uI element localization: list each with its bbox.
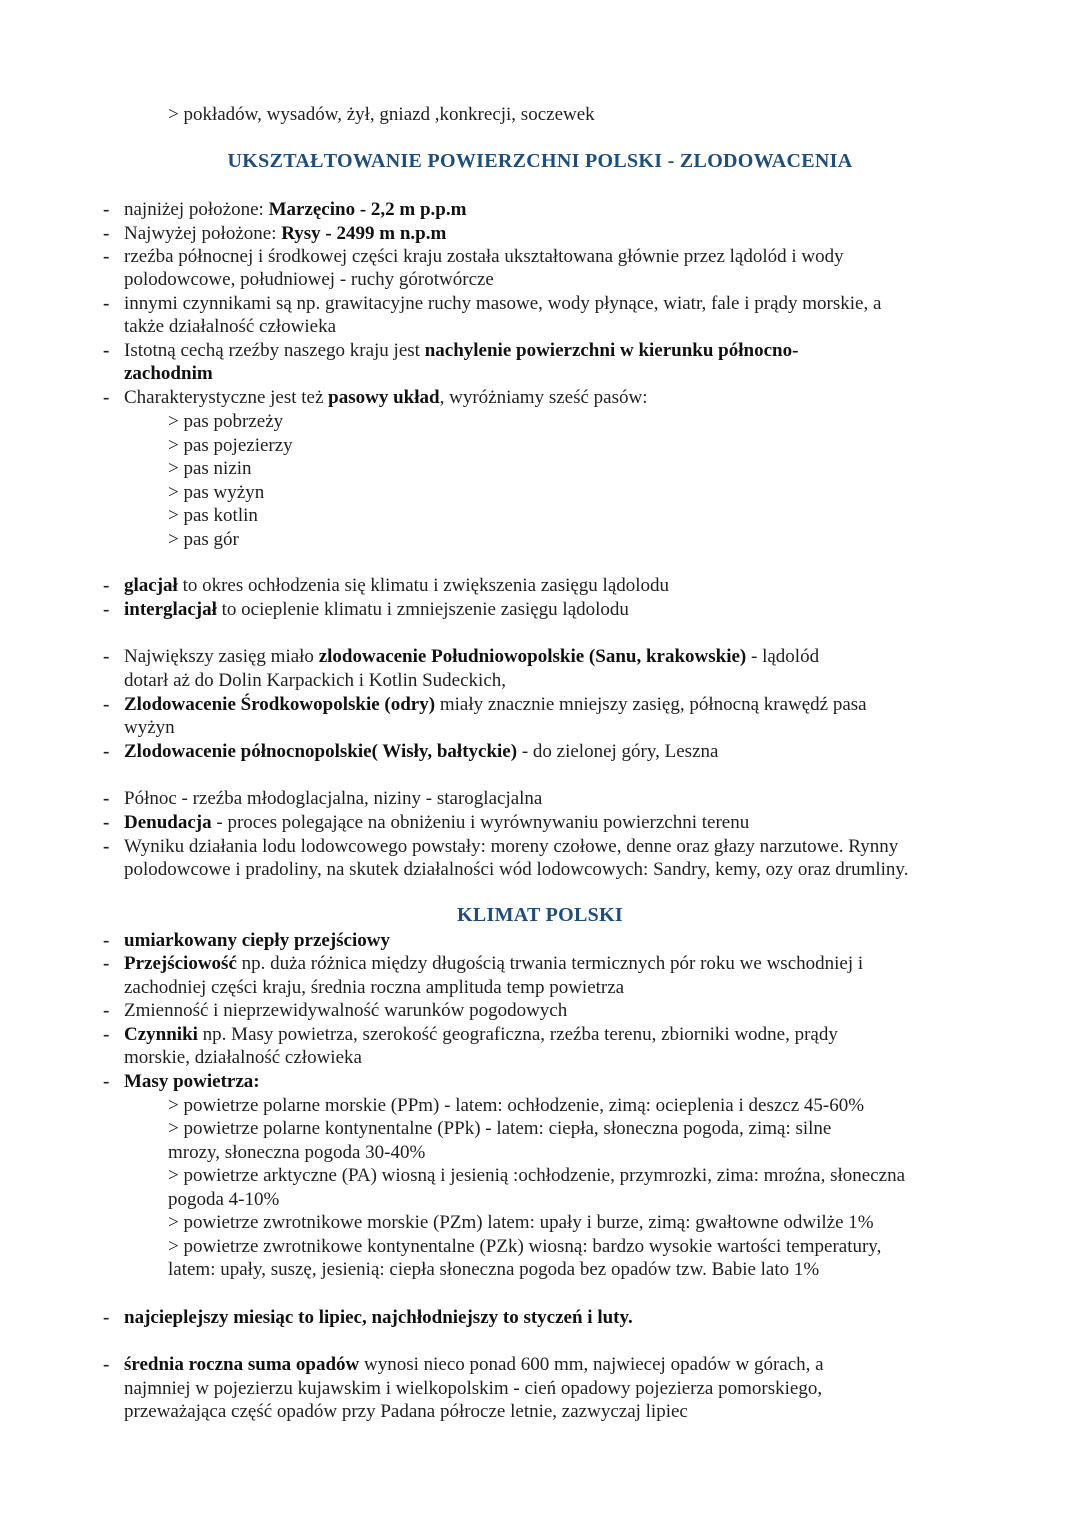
- section-heading-climate: KLIMAT POLSKI: [457, 904, 623, 926]
- belt-item: > pas kotlin: [168, 505, 258, 526]
- air-mass-line: mrozy, słoneczna pogoda 30-40%: [168, 1142, 426, 1163]
- list-item-middle-glaciation: - Zlodowacenie Środkowopolskie (odry) miały znacznie mniejszy zasięg, północną krawędź pasa: [103, 694, 867, 715]
- list-item-lowest: - najniżej położone: Marzęcino - 2,2 m p.p.m: [103, 199, 467, 220]
- list-item-north-glaciation: - Zlodowacenie północnopolskie( Wisły, bałtyckie) - do zielonej góry, Leszna: [103, 741, 719, 762]
- section-heading-relief: UKSZTAŁTOWANIE POWIERZCHNI POLSKI - ZLODOWACENIA: [227, 150, 853, 172]
- belt-item: > pas pojezierzy: [168, 435, 293, 456]
- list-item-factors-cont: także działalność człowieka: [124, 316, 337, 337]
- list-item-effects-cont: polodowcowe i pradoliny, na skutek działalności wód lodowcowych: Sandry, kemy, ozy oraz drumliny.: [124, 859, 909, 880]
- list-item-climate-type: - umiarkowany ciepły przejściowy: [103, 930, 390, 951]
- air-mass-line: > powietrze arktyczne (PA) wiosną i jesienią :ochłodzenie, przymrozki, zima: mroźna, słoneczna: [168, 1165, 906, 1186]
- list-item-south-glaciation-cont: dotarł aż do Dolin Karpackich i Kotlin Sudeckich,: [124, 670, 507, 691]
- air-mass-line: latem: upały, suszę, jesienią: ciepła słoneczna pogoda bez opadów tzw. Babie lato 1%: [168, 1259, 820, 1280]
- air-mass-line: pogoda 4-10%: [168, 1189, 280, 1210]
- intro-line: > pokładów, wysadów, żył, gniazd ,konkrecji, soczewek: [168, 104, 595, 125]
- list-item-effects: - Wyniku działania lodu lodowcowego powstały: moreny czołowe, denne oraz głazy narzutowe. Rynny: [103, 836, 899, 857]
- list-item-belts: - Charakterystyczne jest też pasowy układ, wyróżniamy sześć pasów:: [103, 387, 648, 408]
- air-mass-line: > powietrze polarne morskie (PPm) - latem: ochłodzenie, zimą: ocieplenia i deszcz 45-60%: [168, 1095, 865, 1116]
- list-item-transitional-cont: zachodniej części kraju, średnia roczna amplituda temp powietrza: [124, 977, 625, 998]
- list-item-climate-factors: - Czynniki np. Masy powietrza, szerokość geograficzna, rzeźba terenu, zbiorniki wodne, prądy: [103, 1024, 838, 1045]
- air-mass-line: > powietrze zwrotnikowe kontynentalne (PZk) wiosną: bardzo wysokie wartości temperatury,: [168, 1236, 882, 1257]
- list-item-denudation: - Denudacja - proces polegające na obniżeniu i wyrównywaniu powierzchni terenu: [103, 812, 750, 833]
- belt-item: > pas gór: [168, 529, 239, 550]
- belt-item: > pas wyżyn: [168, 482, 265, 503]
- list-item-air-masses: - Masy powietrza:: [103, 1071, 260, 1092]
- list-item-highest: - Najwyżej położone: Rysy - 2499 m n.p.m: [103, 223, 447, 244]
- list-item-climate-factors-cont: morskie, działalność człowieka: [124, 1047, 362, 1068]
- list-item-relief: - rzeźba północnej i środkowej części kraju została ukształtowana głównie przez lądolód i wody: [103, 246, 844, 267]
- list-item-precipitation-cont: przeważająca część opadów przy Padana półrocze letnie, zazwyczaj lipiec: [124, 1401, 688, 1422]
- belt-item: > pas pobrzeży: [168, 411, 284, 432]
- list-item-precipitation: - średnia roczna suma opadów wynosi nieco ponad 600 mm, najwiecej opadów w górach, a: [103, 1354, 824, 1375]
- list-item-relief-cont: polodowcowe, południowej - ruchy górotwórcze: [124, 269, 494, 290]
- list-item-glacial: - glacjał to okres ochłodzenia się klimatu i zwiększenia zasięgu lądolodu: [103, 575, 670, 596]
- list-item-factors: - innymi czynnikami są np. grawitacyjne ruchy masowe, wody płynące, wiatr, fale i prądy morskie, a: [103, 293, 882, 314]
- list-item-slope: - Istotną cechą rzeźby naszego kraju jest nachylenie powierzchni w kierunku północno-: [103, 340, 799, 361]
- list-item-variability: - Zmienność i nieprzewidywalność warunków pogodowych: [103, 1000, 568, 1021]
- list-item-warmest: - najcieplejszy miesiąc to lipiec, najchłodniejszy to styczeń i luty.: [103, 1307, 633, 1328]
- air-mass-line: > powietrze polarne kontynentalne (PPk) - latem: ciepła, słoneczna pogoda, zimą: silne: [168, 1118, 832, 1139]
- list-item-middle-glaciation-cont: wyżyn: [124, 717, 175, 738]
- list-item-slope-cont: zachodnim: [124, 363, 213, 384]
- list-item-south-glaciation: - Największy zasięg miało zlodowacenie Południowopolskie (Sanu, krakowskie) - lądolód: [103, 646, 820, 667]
- list-item-precipitation-cont: najmniej w pojezierzu kujawskim i wielkopolskim - cień opadowy pojezierza pomorskiego,: [124, 1378, 823, 1399]
- list-item-north-south: - Północ - rzeźba młodoglacjalna, niziny - staroglacjalna: [103, 788, 543, 809]
- belt-item: > pas nizin: [168, 458, 252, 479]
- list-item-transitional: - Przejściowość np. duża różnica między długością trwania termicznych pór roku we wschodniej i: [103, 953, 864, 974]
- air-mass-line: > powietrze zwrotnikowe morskie (PZm) latem: upały i burze, zimą: gwałtowne odwilże 1%: [168, 1212, 874, 1233]
- list-item-interglacial: - interglacjał to ocieplenie klimatu i zmniejszenie zasięgu lądolodu: [103, 599, 629, 620]
